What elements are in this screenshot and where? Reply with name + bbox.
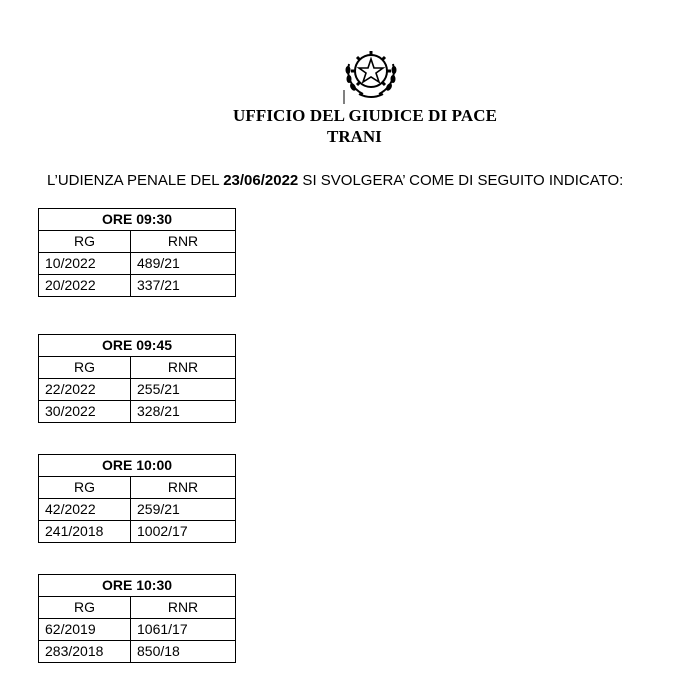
schedule-table-1000: [38, 454, 236, 543]
rg-cell: 283/2018: [39, 641, 131, 663]
rnr-cell: 489/21: [131, 253, 236, 275]
slot-time: ORE 09:30: [39, 209, 236, 231]
office-city: TRANI: [327, 127, 382, 146]
table-row: [39, 379, 236, 401]
slot-time: ORE 10:30: [39, 575, 236, 597]
schedule-table-0930: [38, 208, 236, 297]
rg-cell: 20/2022: [39, 275, 131, 297]
rg-column-header: RG: [39, 231, 131, 253]
rnr-column-header: RNR: [131, 477, 236, 499]
table-row: [39, 401, 236, 423]
table-row: [39, 275, 236, 297]
slot-time: ORE 10:00: [39, 455, 236, 477]
republic-emblem-icon: [343, 44, 399, 104]
announcement-suffix: SI SVOLGERA’ COME DI SEGUITO INDICATO:: [298, 172, 624, 189]
rnr-cell: 850/18: [131, 641, 236, 663]
rg-cell: 62/2019: [39, 619, 131, 641]
rnr-cell: 328/21: [131, 401, 236, 423]
slot-time: ORE 09:45: [39, 335, 236, 357]
rnr-column-header: RNR: [131, 231, 236, 253]
table-row: [39, 253, 236, 275]
rg-cell: 22/2022: [39, 379, 131, 401]
schedule-table-1030: [38, 574, 236, 663]
office-title: UFFICIO DEL GIUDICE DI PACE: [233, 106, 498, 125]
rg-column-header: RG: [39, 597, 131, 619]
rnr-cell: 1061/17: [131, 619, 236, 641]
hearing-announcement: [47, 171, 623, 191]
announcement-prefix: L’UDIENZA PENALE DEL: [47, 172, 224, 189]
schedule-table-0945: [38, 334, 236, 423]
table-row: [39, 521, 236, 543]
rg-column-header: RG: [39, 357, 131, 379]
rnr-cell: 259/21: [131, 499, 236, 521]
rnr-cell: 337/21: [131, 275, 236, 297]
rg-cell: 42/2022: [39, 499, 131, 521]
rg-cell: 30/2022: [39, 401, 131, 423]
rg-cell: 10/2022: [39, 253, 131, 275]
rnr-cell: 1002/17: [131, 521, 236, 543]
table-row: [39, 641, 236, 663]
rnr-cell: 255/21: [131, 379, 236, 401]
rnr-column-header: RNR: [131, 357, 236, 379]
rnr-column-header: RNR: [131, 597, 236, 619]
hearing-date: 23/06/2022: [223, 172, 299, 189]
rg-cell: 241/2018: [39, 521, 131, 543]
table-row: [39, 619, 236, 641]
table-row: [39, 499, 236, 521]
rg-column-header: RG: [39, 477, 131, 499]
